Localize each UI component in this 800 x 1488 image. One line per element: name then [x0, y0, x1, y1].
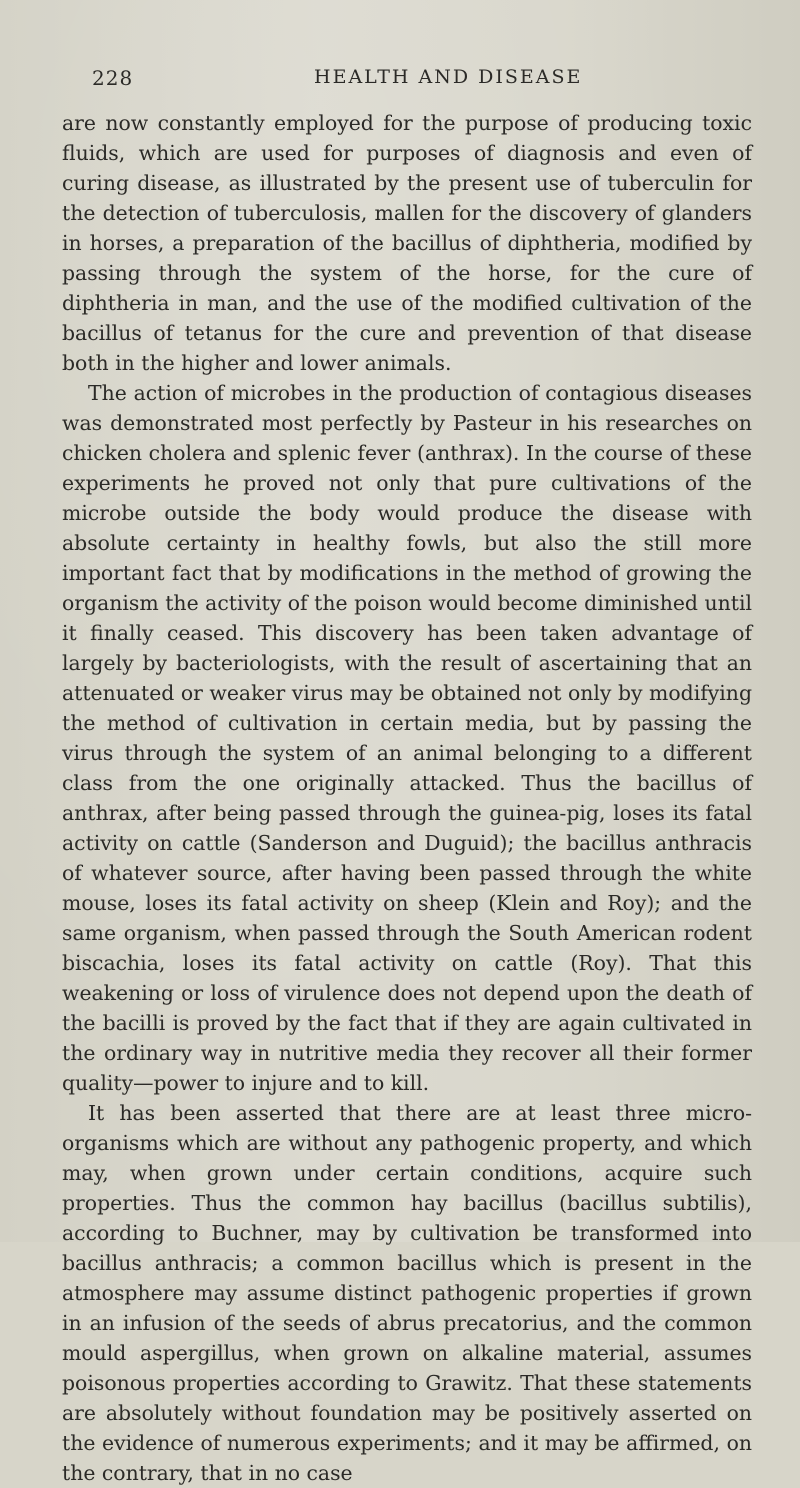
body-text: [62, 108, 752, 1488]
running-title: HEALTH AND DISEASE: [314, 66, 583, 88]
running-head: [92, 66, 752, 94]
page-number: 228: [92, 66, 134, 90]
paragraph-micro-organisms: It has been asserted that there are at least three micro-organisms which are without any pathogenic property, and which may, when grown under certain conditions, acquire such properties. Thus the common hay bacillus (bacillus subtilis), according to Buchner, may by cultivation be transformed into bacillus anthracis; a common bacillus which is present in the atmosphere may assume distinct pathogenic properties if grown in an infusion of the seeds of abrus precatorius, and the common mould aspergillus, when grown on alkaline material, assumes poisonous properties according to Grawitz. That these statements are absolutely without foundation may be positively asserted on the evidence of numerous experiments; and it may be affirmed, on the contrary, that in no case: [62, 1101, 752, 1485]
paragraph-continued: are now constantly employed for the purpose of producing toxic fluids, which are used for purposes of diagnosis and even of curing disease, as illustrated by the present use of tuberculin for the detection of tuberculosis, mallen for the discovery of glanders in horses, a preparation of the bacillus of diphtheria, modified by passing through the system of the horse, for the cure of diphtheria in man, and the use of the modified cultivation of the bacillus of tetanus for the cure and prevention of that disease both in the higher and lower animals.: [62, 111, 752, 375]
paragraph-pasteur: The action of microbes in the production of contagious diseases was demonstrated most perfectly by Pasteur in his researches on chicken cholera and splenic fever (anthrax). In the course of these experiments he proved not only that pure cultivations of the microbe outside the body would produce the disease with absolute certainty in healthy fowls, but also the still more important fact that by modifications in the method of growing the organism the activity of the poison would become diminished until it finally ceased. This discovery has been taken advantage of largely by bacteriologists, with the result of ascertaining that an attenuated or weaker virus may be obtained not only by modifying the method of cultivation in certain media, but by passing the virus through the system of an animal belonging to a different class from the one originally attacked. Thus the bacillus of anthrax, after being passed through the guinea-pig, loses its fatal activity on cattle (Sanderson and Duguid); the bacillus anthracis of whatever source, after having been passed through the white mouse, loses its fatal activity on sheep (Klein and Roy); and the same organism, when passed through the South American rodent biscachia, loses its fatal activity on cattle (Roy). That this weakening or loss of virulence does not depend upon the death of the bacilli is proved by the fact that if they are again cultivated in the ordinary way in nutritive media they recover all their former quality—power to injure and to kill.: [62, 381, 752, 1095]
